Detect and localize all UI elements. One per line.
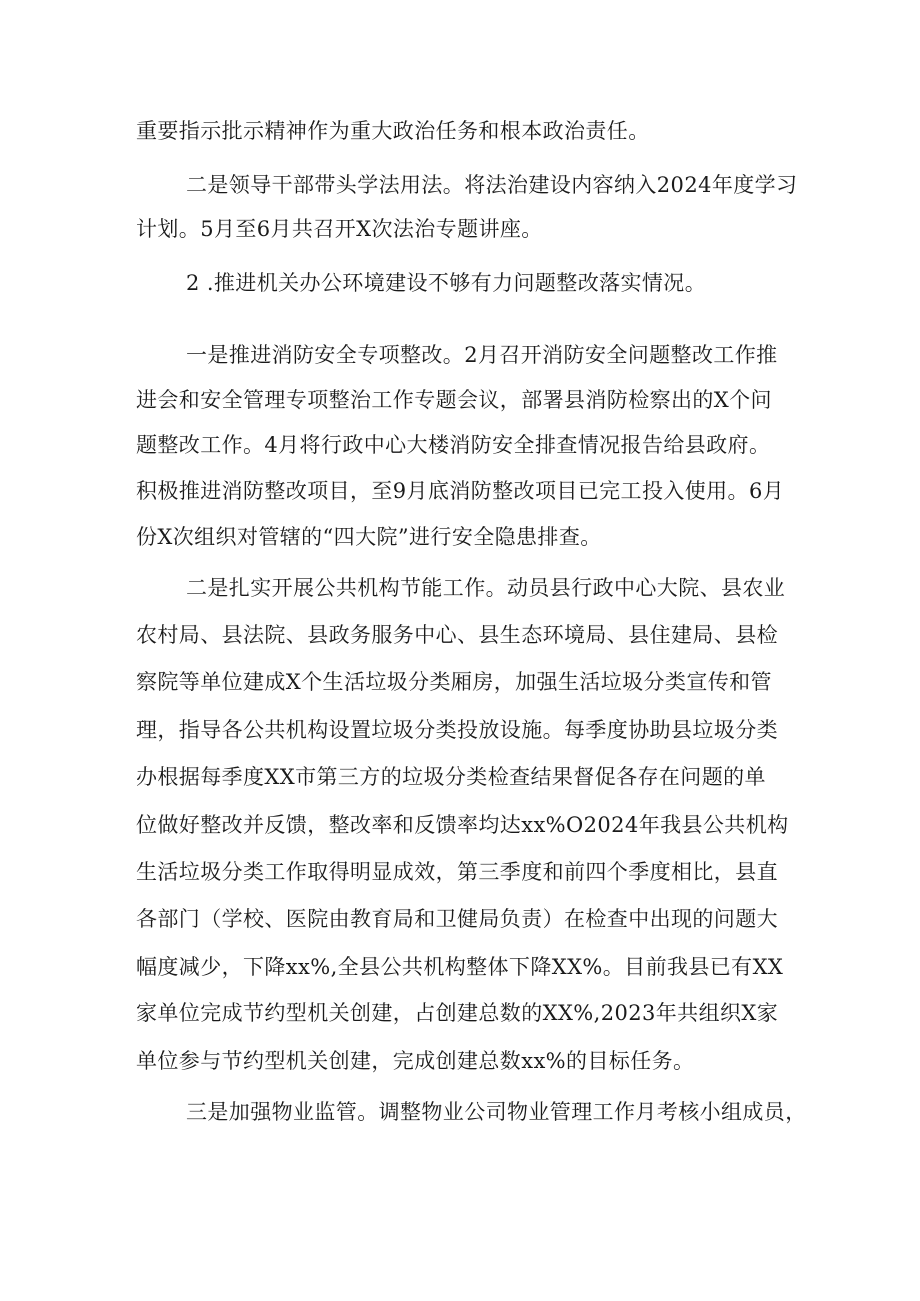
text-line: 进会和安全管理专项整治工作专题会议，部署县消防检察出的X个问 bbox=[136, 388, 772, 412]
text-line: 位做好整改并反馈，整改率和反馈率均达xx%O2024年我县公共机构 bbox=[136, 813, 789, 837]
text-line: 幅度减少，下降xx%,全县公共机构整体下降XX%。目前我县已有XX bbox=[136, 955, 784, 979]
text-line: 办根据每季度XX市第三方的垃圾分类检查结果督促各存在问题的单 bbox=[136, 765, 766, 789]
text-line: 一是推进消防安全专项整改。2月召开消防安全问题整改工作推 bbox=[186, 343, 778, 367]
text-line: 农村局、县法院、县政务服务中心、县生态环境局、县住建局、县检 bbox=[136, 623, 778, 647]
text-line: 计划。5月至6月共召开X次法治专题讲座。 bbox=[136, 217, 543, 241]
text-line: 份X次组织对管辖的“四大院”进行安全隐患排查。 bbox=[136, 525, 602, 549]
text-line: 生活垃圾分类工作取得明显成效，第三季度和前四个季度相比，县直 bbox=[136, 860, 778, 884]
text-line: 二是领导干部带头学法用法。将法治建设内容纳入2024年度学习 bbox=[186, 173, 798, 197]
text-line: 理，指导各公共机构设置垃圾分类投放设施。每季度协助县垃圾分类 bbox=[136, 718, 778, 742]
text-line: 积极推进消防整改项目，至9月底消防整改项目已完工投入使用。6月 bbox=[136, 479, 785, 503]
text-line: 三是加强物业监管。调整物业公司物业管理工作月考核小组成员， bbox=[186, 1100, 807, 1124]
text-line: 单位参与节约型机关创建，完成创建总数xx%的目标任务。 bbox=[136, 1049, 695, 1073]
text-line: 各部门（学校、医院由教育局和卫健局负责）在检查中出现的问题大 bbox=[136, 907, 778, 931]
text-line: 二是扎实开展公共机构节能工作。动员县行政中心大院、县农业 bbox=[186, 576, 786, 600]
text-line: 题整改工作。4月将行政中心大楼消防安全排查情况报告给县政府。 bbox=[136, 433, 771, 457]
text-line: 察院等单位建成X个生活垃圾分类厢房，加强生活垃圾分类宣传和管 bbox=[136, 670, 772, 694]
text-line: 重要指示批示精神作为重大政治任务和根本政治责任。 bbox=[136, 119, 650, 143]
text-line: 家单位完成节约型机关创建，占创建总数的XX%,2023年共组织X家 bbox=[136, 1001, 779, 1025]
section-heading: 2 .推进机关办公环境建设不够有力问题整改落实情况。 bbox=[186, 271, 707, 295]
